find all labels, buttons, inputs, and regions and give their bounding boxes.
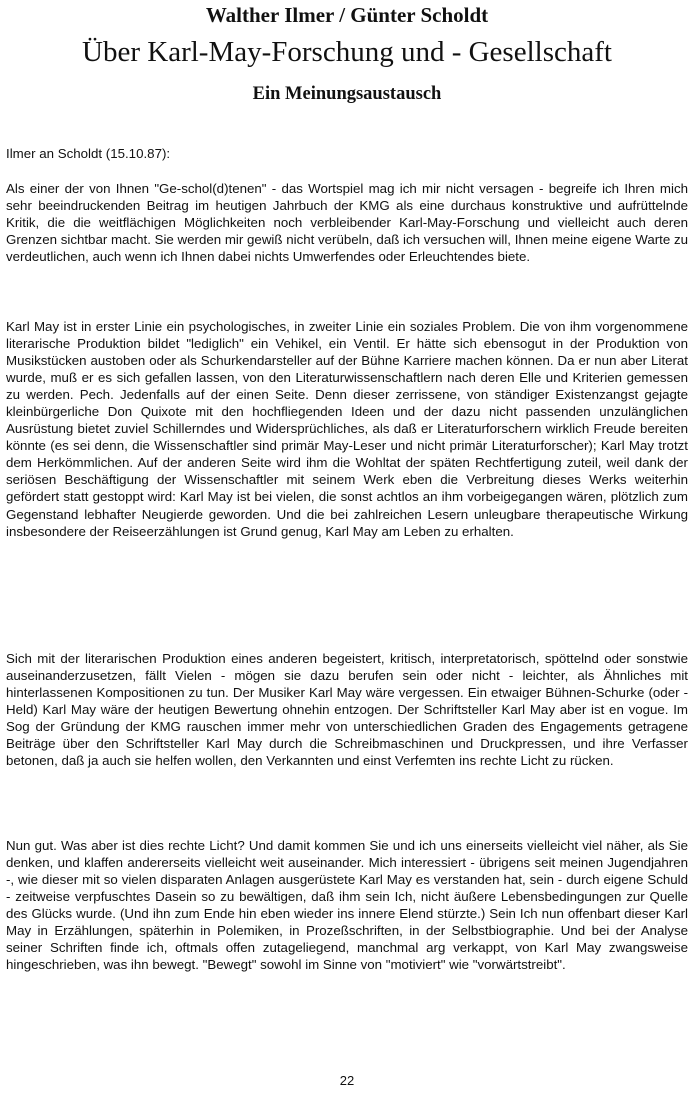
paragraph-3: Sich mit der literarischen Produktion eines anderen begeistert, kritisch, interpretatorisch, spöttelnd oder sonstwie auseinanderzusetzen, fällt Vielen - mögen sie dazu berufen sein oder nicht - leichter, als Ähnliches mit hinterlassenen Kompositionen zu tun. Der Musiker Karl May wäre vergessen. Ein etwaiger Bühnen-Schurke (oder -Held) Karl May wäre der heutigen Bewertung ohnehin entzogen. Der Schriftsteller Karl May aber ist en vogue. Im Sog der Gründung der KMG rauschen immer mehr von unterschiedlichen Graden des Engagements getragene Beiträge über den Schriftsteller Karl May durch die Schreibmaschinen und Druckpressen, und ihre Verfasser betonen, daß ja auch sie helfen wollen, den Verkannten und einst Verfemten ins rechte Licht zu rücken. — [6, 651, 688, 769]
paragraph-2: Karl May ist in erster Linie ein psychologisches, in zweiter Linie ein soziales Problem. Die von ihm vorgenommene literarische Produktion bildet "lediglich" ein Vehikel, ein Ventil. Er hätte sich ebensogut in der Produktion von Musikstücken austoben oder als Schurkendarsteller auf der Bühne Karriere machen können. Da er nun aber Literat wurde, muß er es sich gefallen lassen, von den Literaturwissenschaftlern nach deren Elle und Kriterien gemessen zu werden. Pech. Jedenfalls auf der einen Seite. Denn dieser zerrissene, von ständiger Existenzangst gejagte kleinbürgerliche Don Quixote mit den hochfliegenden Ideen und der dazu nicht passenden unzulänglichen Ausrüstung bietet zuviel Schillerndes und Widersprüchliches, als daß er Literaturforschern wirklich Freude bereiten könnte (es sei denn, die Wissenschaftler sind primär May-Leser und nicht primär Literaturforscher); Karl May trotzt dem Herkömmlichen. Auf der anderen Seite wird ihm die Wohltat der späten Rechtfertigung zuteil, weil dank der seriösen Beschäftigung der Wissenschaftler mit seinem Werk eben die Verbreitung dieses Werks weiterhin gefördert statt gestoppt wird: Karl May ist bei vielen, die sonst achtlos an ihm vorbeigegangen wären, plötzlich zum Gegenstand lebhafter Neugierde geworden. Und die bei zahlreichen Lesern unleugbare therapeutische Wirkung insbesondere der Reiseerzählungen ist Grund genug, Karl May am Leben zu erhalten. — [6, 319, 688, 539]
paragraph-1: Als einer der von Ihnen "Ge-schol(d)tenen" - das Wortspiel mag ich mir nicht versagen - begreife ich Ihren mich sehr beeindruckenden Beitrag im heutigen Jahrbuch der KMG als eine durchaus konstruktive und aufrüttelnde Kritik, die die weitflächigen Möglichkeiten noch verbleibender Karl-May-Forschung und vielleicht auch deren Grenzen sichtbar macht. Sie werden mir gewiß nicht verübeln, daß ich versuchen will, Ihnen meine eigene Warte zu verdeutlichen, auch wenn ich Ihnen dabei nichts Umwerfendes oder Erleuchtendes biete. — [6, 181, 688, 265]
paragraph-4: Nun gut. Was aber ist dies rechte Licht? Und damit kommen Sie und ich uns einerseits vielleicht viel näher, als Sie denken, und klaffen andererseits vielleicht weit auseinander. Mich interessiert - übrigens seit meinen Jugendjahren -, wie dieser mit so vielen disparaten Anlagen ausgerüstete Karl May es verstanden hat, sein - durch eigene Schuld - zeitweise verpfuschtes Dasein so zu bewältigen, daß ihm sein Ich, nicht äußere Lebensbedingungen zur Quelle des Glücks wurde. (Und ihn zum Ende hin eben wieder ins innere Elend stürzte.) Sein Ich nun offenbart dieser Karl May in Erzählungen, späterhin in Polemiken, in Prozeßschriften, in der Selbstbiographie. Und bei der Analyse seiner Schriften finde ich, oftmals offen zutageliegend, manchmal arg verkappt, von Karl May zwangsweise hingeschrieben, was ihn bewegt. "Bewegt" sowohl im Sinne von "motiviert" wie "vorwärtstreibt". — [6, 838, 688, 973]
article-authors: Walther Ilmer / Günter Scholdt — [205, 3, 489, 27]
page-number: 22 — [339, 1073, 355, 1088]
article-subtitle: Ein Meinungsaustausch — [252, 84, 442, 104]
letter-salutation: Ilmer an Scholdt (15.10.87): — [6, 146, 171, 161]
article-title: Über Karl-May-Forschung und - Gesellschaft — [82, 36, 612, 68]
